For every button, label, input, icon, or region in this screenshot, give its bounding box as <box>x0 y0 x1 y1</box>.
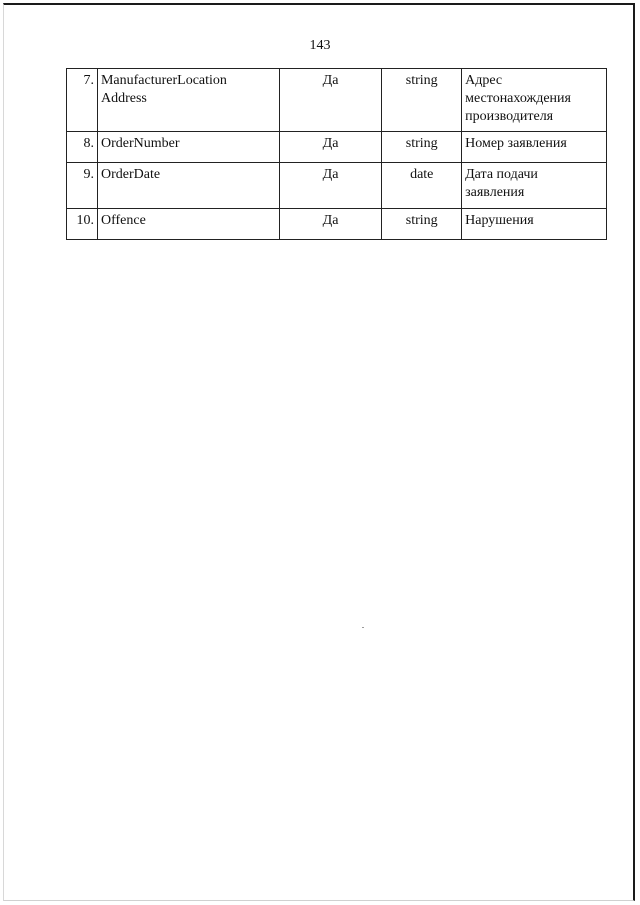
row-number: 10. <box>67 209 98 240</box>
field-name: ManufacturerLocation Address <box>97 69 279 132</box>
field-name: OrderNumber <box>97 132 279 163</box>
data-type: date <box>382 163 462 209</box>
field-description: Номер заявления <box>462 132 607 163</box>
required-flag: Да <box>279 163 382 209</box>
fields-table <box>66 68 607 240</box>
scan-speck <box>362 627 364 628</box>
row-number: 9. <box>67 163 98 209</box>
row-number: 8. <box>67 132 98 163</box>
field-description: Адрес местонахождения производителя <box>462 69 607 132</box>
field-name: OrderDate <box>97 163 279 209</box>
required-flag: Да <box>279 69 382 132</box>
table-row <box>67 132 607 163</box>
data-type: string <box>382 209 462 240</box>
required-flag: Да <box>279 132 382 163</box>
data-type: string <box>382 69 462 132</box>
required-flag: Да <box>279 209 382 240</box>
field-name: Offence <box>97 209 279 240</box>
field-description: Нарушения <box>462 209 607 240</box>
page-number: 143 <box>309 38 331 53</box>
data-type: string <box>382 132 462 163</box>
field-description: Дата подачи заявления <box>462 163 607 209</box>
table-row <box>67 69 607 132</box>
row-number: 7. <box>67 69 98 132</box>
table-row <box>67 163 607 209</box>
table-row <box>67 209 607 240</box>
